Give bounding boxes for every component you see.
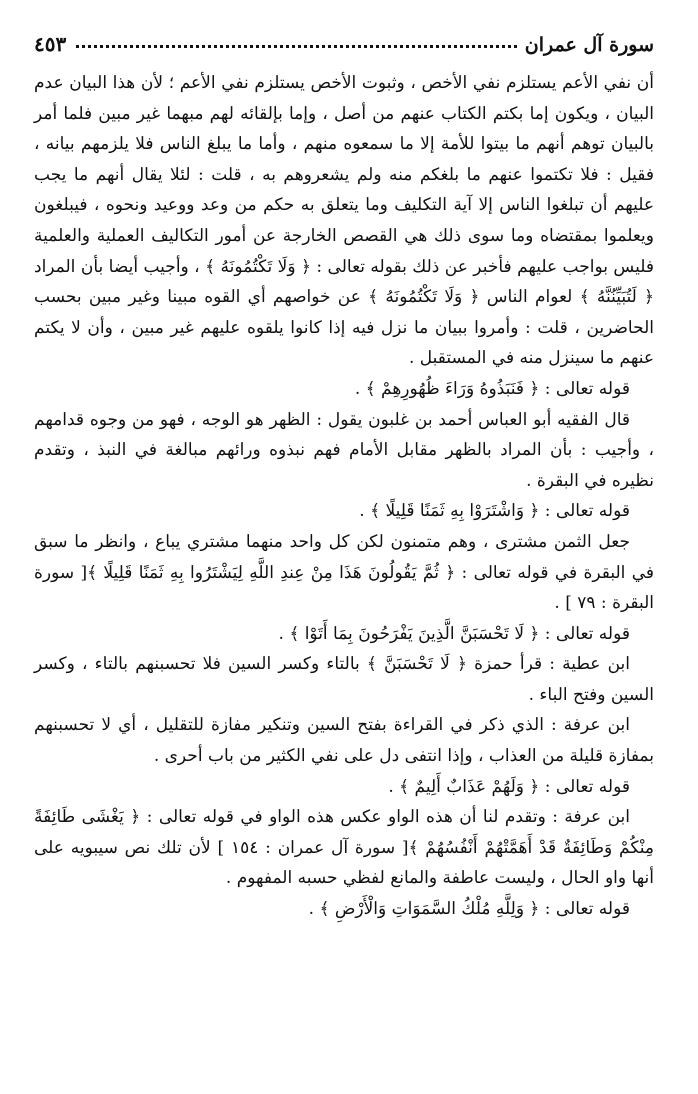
paragraph: أن نفي الأعم يستلزم نفي الأخص ، وثبوت الأخص يستلزم نفي الأعم ؛ لأن هذا البيان عدم البيان ، ويكون إما بكتم الكتاب عنهم من أصل ، وإما بإلقائه لهم مبهما غير مبين فلما أمر بالبيان توهم أنهم ما بيتوا للأمة إلا ما سمعوه منهم ، وأما ما يبلغ الناس فلا يلزمهم بيانه ، فقيل : فلا تكتموا عنهم ما بلغكم منه ولم يشعروهم به ، قلت : لئلا يقال أنهم ما يجب عليهم أن تبلغوا الناس إلا آية التكليف وما يتعلق به حكم من وعد ووعيد ونحوه ، فيبلغون ويعلموا بمقتضاه وما سوى ذلك هي القصص الخارجة عن أمور التكاليف العملية والعلمية فليس بواجب عليهم فأخبر عن ذلك بقوله تعالى : ﴿ وَلَا تَكْتُمُونَهُ ﴾ ، وأجيب أيضا بأن المراد ﴿ لَتُبَيِّنُنَّهُ ﴾ لعوام الناس ﴿ وَلَا تَكْتُمُونَهُ ﴾ عن خواصهم أي القوه مبينا وغير مبين بحسب الحاضرين ، قلت : وأمروا ببيان ما نزل فيه إذا كانوا يلقوه عليهم غير مبين ، وأن لا يكتم عنهم ما سينزل منه في المستقبل .	[34, 73, 654, 369]
page-header	[34, 26, 654, 56]
surah-title: سورة آل عمران	[524, 34, 654, 56]
verse-heading: قوله تعالى : ﴿ وَلَهُمْ عَذَابٌ أَلِيمٌ ﴾ .	[388, 776, 630, 797]
verse-heading: قوله تعالى : ﴿ فَنَبَذُوهُ وَرَاءَ ظُهُورِهِمْ ﴾ .	[354, 378, 630, 399]
page-number: ٤٥٣	[34, 32, 67, 56]
paragraph: ابن عرفة : الذي ذكر في القراءة بفتح السين وتنكير مفازة للتقليل ، أي لا تحسبنهم بمفازة قليلة من العذاب ، وإذا انتفى دل على نفي الكثير من باب أحرى .	[34, 715, 654, 767]
verse-heading: قوله تعالى : ﴿ وَاشْتَرَوْا بِهِ ثَمَنًا قَلِيلًا ﴾ .	[359, 501, 630, 522]
verse-heading: قوله تعالى : ﴿ لَا تَحْسَبَنَّ الَّذِينَ يَفْرَحُونَ بِمَا أَتَوْا ﴾ .	[278, 623, 630, 644]
paragraph: ابن عطية : قرأ حمزة ﴿ لَا تَحْسَبَنَّ ﴾ بالتاء وكسر السين فلا تحسبنهم بالتاء ، وكسر السين وفتح الباء .	[34, 654, 654, 705]
paragraph: ابن عرفة : وتقدم لنا أن هذه الواو عكس هذه الواو في قوله تعالى : ﴿ يَغْشَى طَائِفَةً مِنْكُمْ وَطَائِفَةٌ قَدْ أَهَمَّتْهُمْ أَنْفُسُهُمْ ﴾[ سورة آل عمران : ١٥٤ ] لأن تلك نص سيبويه على أنها واو الحال ، وليست عاطفة والمانع لفظي حسبه المفهوم .	[34, 807, 654, 889]
paragraph: جعل الثمن مشترى ، وهم متمنون لكن كل واحد منهما مشتري يباع ، وانظر ما سبق في البقرة في قوله تعالى : ﴿ ثُمَّ يَقُولُونَ هَذَا مِنْ عِندِ اللَّهِ لِيَشْتَرُوا بِهِ ثَمَنًا قَلِيلًا ﴾[ سورة البقرة : ٧٩ ] .	[34, 531, 654, 614]
verse-heading: قوله تعالى : ﴿ وَلِلَّهِ مُلْكُ السَّمَوَاتِ وَالْأَرْضِ ﴾ .	[308, 899, 630, 920]
page-body	[34, 68, 654, 925]
header-dotted-rule	[76, 45, 517, 48]
paragraph: قال الفقيه أبو العباس أحمد بن غلبون يقول : الظهر هو الوجه ، فهو من وجوه قدامهم ، وأجيب : بأن المراد بالظهر مقابل الأمام فهم نبذوه ورائهم مبالغة في النبذ ، وتقدم نظيره في البقرة .	[34, 409, 654, 491]
